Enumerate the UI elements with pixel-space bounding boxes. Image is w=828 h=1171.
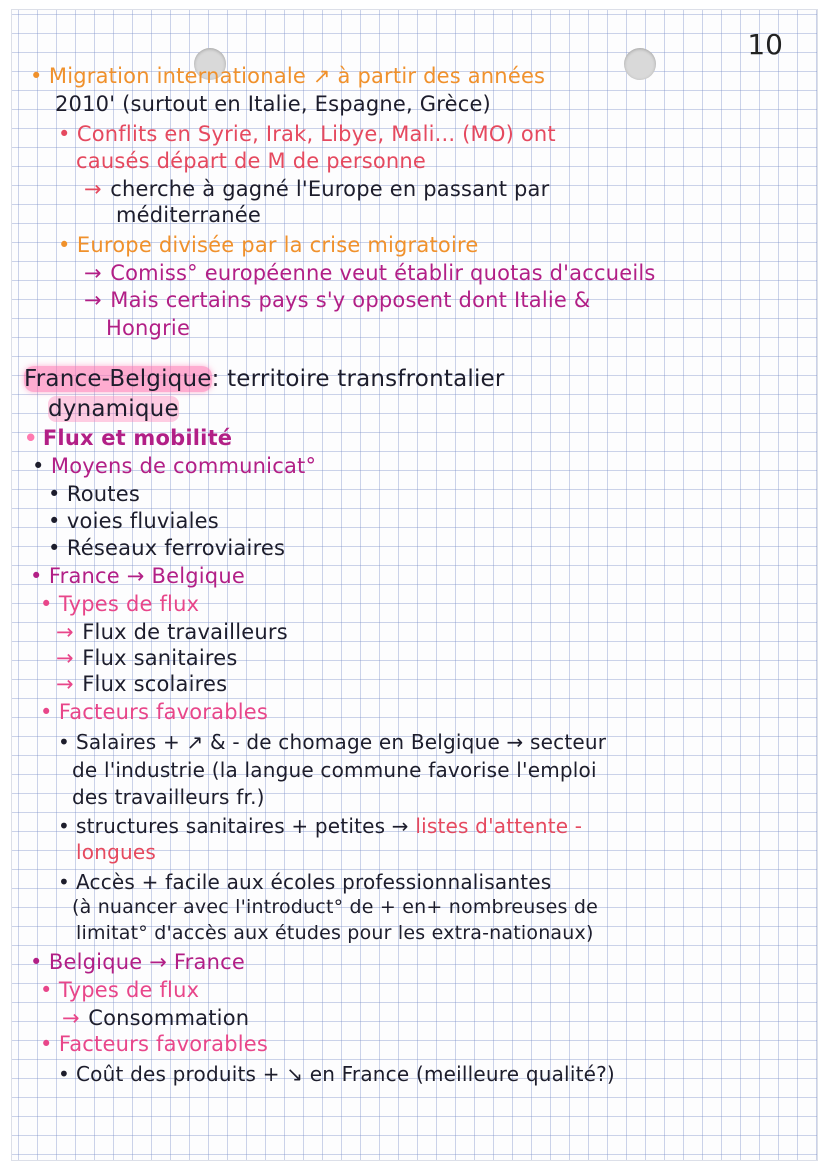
arrow-right-icon: → (84, 177, 102, 201)
reseaux-line: • Réseaux ferroviaires (48, 536, 286, 560)
bullet-icon: • (40, 1032, 53, 1056)
bullet-icon: • (58, 730, 70, 754)
bullet-icon: • (30, 950, 43, 974)
structures-line2: longues (76, 840, 156, 864)
highlight-title: France-Belgique (24, 366, 212, 392)
bullet-icon: • (58, 870, 70, 894)
facteurs-favorables-1: • Facteurs favorables (40, 700, 269, 724)
arrow-right-icon: → (56, 672, 74, 696)
france-belgique-title-line1: France-Belgique: territoire transfrontalier (24, 366, 505, 392)
bullet-icon: • (30, 64, 43, 88)
conflits-line2: causés départ de M de personne (76, 149, 427, 173)
bullet-icon: • (32, 454, 45, 478)
europe-sub3: Hongrie (106, 316, 191, 340)
migration-heading-line2: 2010' (surtout en Italie, Espagne, Grèce) (55, 92, 491, 116)
consommation-line: → Consommation (62, 1006, 250, 1030)
europe-sub1: → Comiss° européenne veut établir quotas d'accueils (84, 261, 656, 285)
types-de-flux-1: • Types de flux (40, 592, 200, 616)
flux-scolaires: → Flux scolaires (56, 672, 228, 696)
migration-heading-line1: • Migration internationale ↗ à partir des années (30, 64, 546, 88)
structures-line1: • structures sanitaires + petites → listes d'attente - (58, 814, 583, 838)
europe-line: • Europe divisée par la crise migratoire (58, 233, 479, 257)
voies-line: • voies fluviales (48, 509, 219, 533)
france-belgique-title-line2: dynamique (48, 396, 179, 422)
flux-heading: • Flux et mobilité (24, 426, 233, 450)
facteurs-favorables-2: • Facteurs favorables (40, 1032, 269, 1056)
bullet-icon: • (58, 233, 71, 257)
arrow-right-icon: → (56, 646, 74, 670)
acces-line1: • Accès + facile aux écoles professionnalisantes (58, 870, 552, 894)
cout-line: • Coût des produits + ↘ en France (meilleure qualité?) (58, 1062, 615, 1086)
salaires-line2: de l'industrie (la langue commune favorise l'emploi (72, 758, 597, 782)
belgique-to-france: • Belgique → France (30, 950, 245, 974)
bullet-icon: • (24, 426, 38, 450)
europe-sub2: → Mais certains pays s'y opposent dont Italie & (84, 288, 591, 312)
salaires-line1: • Salaires + ↗ & - de chomage en Belgique → secteur (58, 730, 607, 754)
types-de-flux-2: • Types de flux (40, 978, 200, 1002)
conflits-sub1: → cherche à gagné l'Europe en passant par (84, 177, 550, 201)
acces-line3: limitat° d'accès aux études pour les extra-nationaux) (76, 922, 594, 944)
bullet-icon: • (58, 1062, 70, 1086)
binder-hole-right (624, 48, 656, 80)
page-number: 10 (747, 28, 783, 61)
moyens-line: • Moyens de communicat° (32, 454, 317, 478)
listes-attente: listes d'attente - (415, 814, 583, 838)
flux-travailleurs: → Flux de travailleurs (56, 620, 288, 644)
bullet-icon: • (30, 564, 43, 588)
salaires-line3: des travailleurs fr.) (72, 785, 265, 809)
flux-sanitaires: → Flux sanitaires (56, 646, 238, 670)
routes-line: • Routes (48, 482, 140, 506)
bullet-icon: • (40, 592, 53, 616)
bullet-icon: • (58, 814, 70, 838)
acces-line2: (à nuancer avec l'introduct° de + en+ nombreuses de (72, 896, 599, 918)
bullet-icon: • (48, 536, 61, 560)
bullet-icon: • (40, 700, 53, 724)
bullet-icon: • (48, 509, 61, 533)
bullet-icon: • (48, 482, 61, 506)
bullet-icon: • (40, 978, 53, 1002)
conflits-line1: • Conflits en Syrie, Irak, Libye, Mali... (MO) ont (58, 122, 556, 146)
conflits-sub2: méditerranée (116, 203, 262, 227)
arrow-right-icon: → (56, 620, 74, 644)
arrow-right-icon: → (62, 1006, 80, 1030)
arrow-right-icon: → (84, 261, 102, 285)
arrow-right-icon: → (84, 288, 102, 312)
bullet-icon: • (58, 122, 71, 146)
france-to-belgique: • France → Belgique (30, 564, 245, 588)
